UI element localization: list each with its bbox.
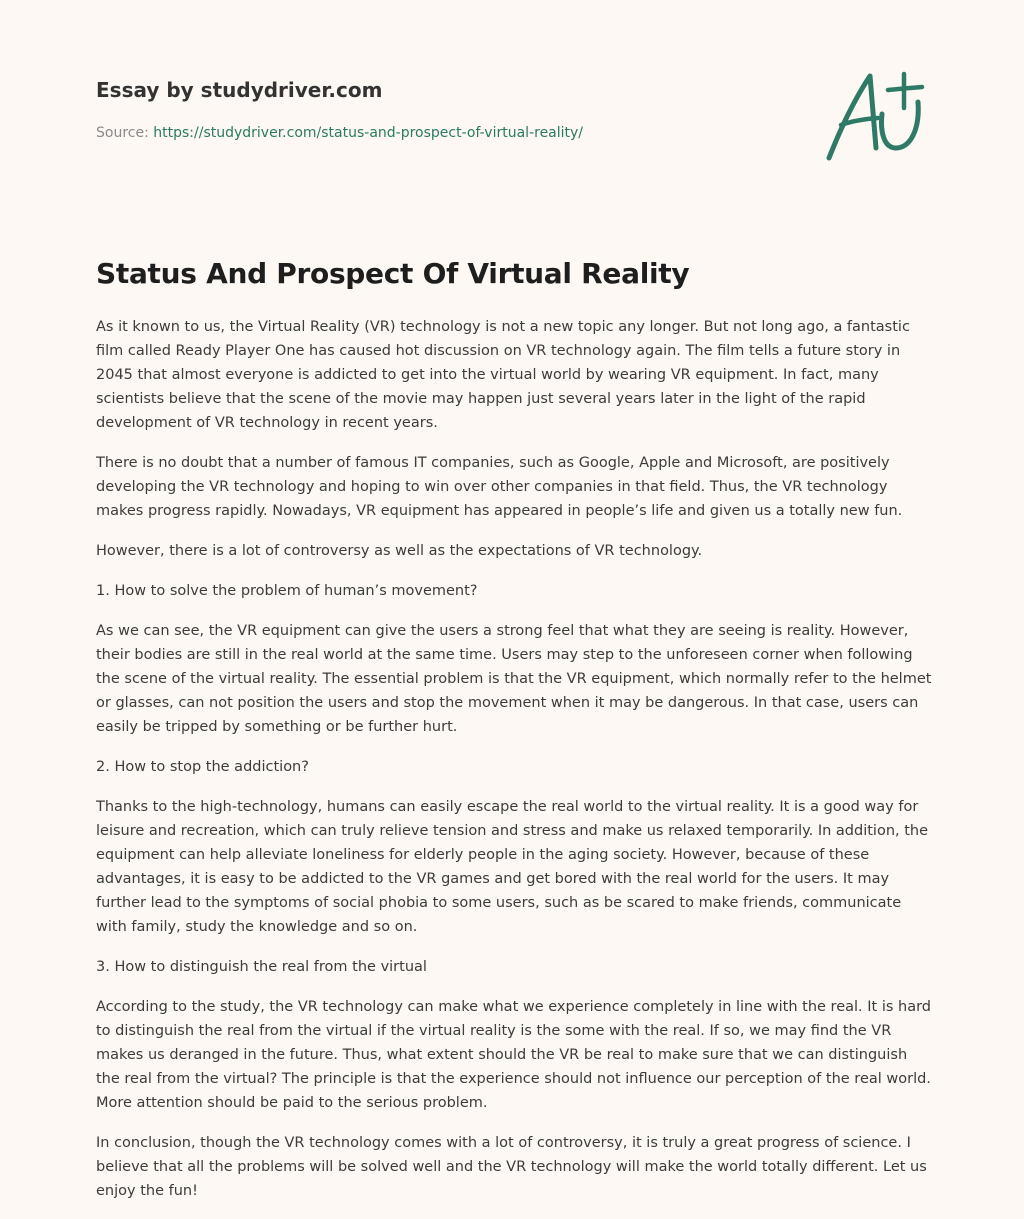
source-line [96,123,796,143]
essay-title: Status And Prospect Of Virtual Reality [96,257,690,290]
a-plus-grade-logo-icon [822,68,926,164]
source-label: Source: [96,125,149,141]
section-question: 3. How to distinguish the real from the virtual [96,959,427,975]
essay-paragraph: As it known to us, the Virtual Reality (VR) technology is not a new topic any longer. But not long ago, a fantastic film called Ready Player One has caused hot discussion on VR technology again. The film tells a future story in 2045 that almost everyone is addicted to get into the virtual world by wearing VR equipment. In fact, many scientists believe that the scene of the movie may happen just several years later in the light of the rapid development of VR technology in recent years. [96,319,910,431]
page-header [96,76,796,143]
essay-paragraph: In conclusion, though the VR technology comes with a lot of controversy, it is truly a great progress of science. I believe that all the problems will be solved well and the VR technology will make the world totally different. Let us enjoy the fun! [96,1135,927,1199]
essay-paragraph: Thanks to the high-technology, humans can easily escape the real world to the virtual reality. It is a good way for leisure and recreation, which can truly relieve tension and stress and make us relaxed temporarily. In addition, the equipment can help alleviate loneliness for elderly people in the aging society. However, because of these advantages, it is easy to be addicted to the VR games and get bored with the real world for the users. It may further lead to the symptoms of social phobia to some users, such as be scared to make friends, communicate with family, study the knowledge and so on. [96,799,929,935]
section-question: 2. How to stop the addiction? [96,759,309,775]
section-question: 1. How to solve the problem of human’s movement? [96,583,478,599]
essay-body [96,315,932,1219]
essay-by-heading: Essay by studydriver.com [96,78,383,102]
source-link[interactable]: https://studydriver.com/status-and-prospect-of-virtual-reality/ [153,125,584,141]
essay-paragraph: As we can see, the VR equipment can give the users a strong feel that what they are seeing is reality. However, their bodies are still in the real world at the same time. Users may step to the unforeseen corner when following the scene of the virtual reality. The essential problem is that the VR equipment, which normally refer to the helmet or glasses, can not position the users and stop the movement when it may be dangerous. In that case, users can easily be tripped by something or be further hurt. [96,623,932,735]
essay-paragraph: There is no doubt that a number of famous IT companies, such as Google, Apple and Microsoft, are positively developing the VR technology and hoping to win over other companies in that field. Thus, the VR technology makes progress rapidly. Nowadays, VR equipment has appeared in people’s life and given us a totally new fun. [96,455,903,519]
essay-paragraph: According to the study, the VR technology can make what we experience completely in line with the real. It is hard to distinguish the real from the virtual if the virtual reality is the some with the real. If so, we may find the VR makes us deranged in the future. Thus, what extent should the VR be real to make sure that we can distinguish the real from the virtual? The principle is that the experience should not influence our perception of the real world. More attention should be paid to the serious problem. [96,999,932,1111]
essay-paragraph: However, there is a lot of controversy as well as the expectations of VR technology. [96,543,703,559]
